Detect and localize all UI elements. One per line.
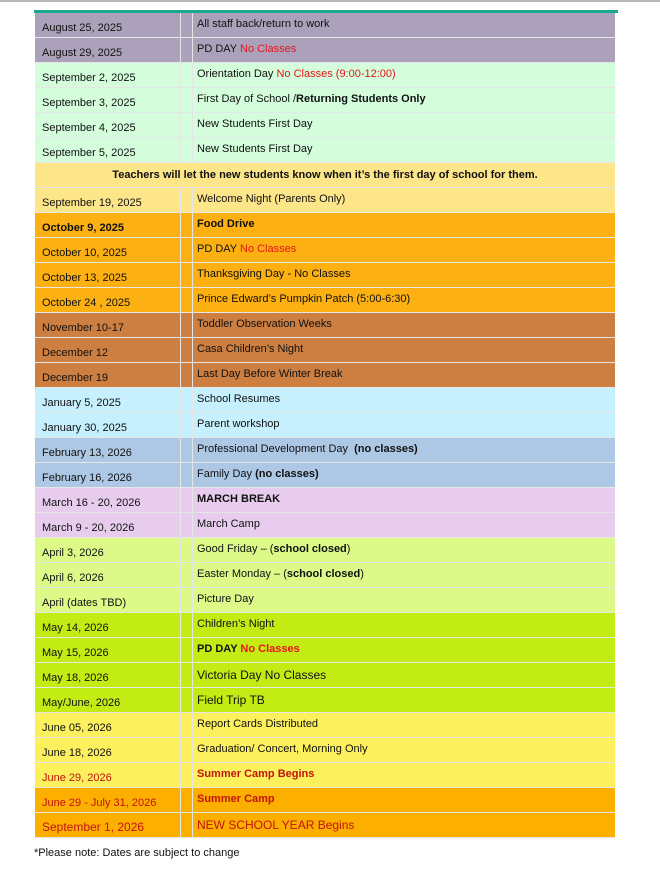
event-date: October 9, 2025 — [35, 213, 181, 237]
spacer-cell — [181, 413, 193, 437]
spacer-cell — [181, 13, 193, 37]
event-description — [193, 338, 615, 362]
event-text-segment: All staff back/return to work — [197, 18, 330, 30]
calendar-note-row: Teachers will let the new students know when it’s the first day of school for them. — [35, 163, 615, 188]
event-text-segment: School Resumes — [197, 393, 281, 405]
event-description — [193, 38, 615, 62]
event-description — [193, 538, 615, 562]
event-date: September 3, 2025 — [35, 88, 181, 112]
event-description — [193, 363, 615, 387]
spacer-cell — [181, 688, 193, 712]
event-date: May 15, 2026 — [35, 638, 181, 662]
event-description — [193, 663, 615, 687]
event-description — [193, 563, 615, 587]
spacer-cell — [181, 213, 193, 237]
calendar-row — [35, 138, 615, 163]
event-date: April 3, 2026 — [35, 538, 181, 562]
spacer-cell — [181, 138, 193, 162]
calendar-row — [35, 788, 615, 813]
event-description — [193, 288, 615, 312]
event-date: September 5, 2025 — [35, 138, 181, 162]
spacer-cell — [181, 563, 193, 587]
event-date: October 13, 2025 — [35, 263, 181, 287]
calendar-row — [35, 313, 615, 338]
calendar-row — [35, 338, 615, 363]
spacer-cell — [181, 88, 193, 112]
spacer-cell — [181, 38, 193, 62]
event-text-segment: Orientation Day — [197, 68, 277, 80]
event-description — [193, 413, 615, 437]
calendar-row — [35, 113, 615, 138]
event-description — [193, 313, 615, 337]
event-text-segment: Field Trip TB — [197, 693, 265, 707]
spacer-cell — [181, 738, 193, 762]
calendar-row — [35, 188, 615, 213]
spacer-cell — [181, 363, 193, 387]
event-text-segment: No Classes — [240, 43, 297, 55]
event-text-segment: Prince Edward’s Pumpkin Patch (5:00-6:30) — [197, 293, 411, 305]
event-text-segment: Report Cards Distributed — [197, 718, 319, 730]
spacer-cell — [181, 663, 193, 687]
calendar-row — [35, 663, 615, 688]
calendar-row — [35, 488, 615, 513]
event-description — [193, 513, 615, 537]
event-description — [193, 713, 615, 737]
event-text-segment: New Students First Day — [197, 143, 313, 155]
event-date: January 5, 2025 — [35, 388, 181, 412]
spacer-cell — [181, 613, 193, 637]
event-description — [193, 188, 615, 212]
event-text-segment: Graduation/ Concert, Morning Only — [197, 743, 368, 755]
event-text-segment: ) — [360, 568, 364, 580]
event-description — [193, 213, 615, 237]
event-text-segment: Summer Camp — [197, 793, 275, 805]
calendar-row — [35, 688, 615, 713]
calendar-row — [35, 213, 615, 238]
event-text-segment: school closed — [286, 568, 361, 580]
footnote: *Please note: Dates are subject to change — [34, 847, 240, 859]
event-text-segment: Last Day Before Winter Break — [197, 368, 343, 380]
event-text-segment: Victoria Day No Classes — [197, 668, 327, 682]
event-description — [193, 238, 615, 262]
spacer-cell — [181, 313, 193, 337]
event-text-segment: No Classes — [240, 243, 297, 255]
event-date: May 14, 2026 — [35, 613, 181, 637]
calendar-row — [35, 63, 615, 88]
event-date: December 19 — [35, 363, 181, 387]
event-description — [193, 738, 615, 762]
event-text-segment: school closed — [273, 543, 347, 555]
event-date: February 16, 2026 — [35, 463, 181, 487]
calendar-row — [35, 88, 615, 113]
event-date: September 2, 2025 — [35, 63, 181, 87]
spacer-cell — [181, 113, 193, 137]
event-description — [193, 613, 615, 637]
event-date: May 18, 2026 — [35, 663, 181, 687]
spacer-cell — [181, 463, 193, 487]
event-text-segment: ) — [346, 543, 351, 555]
event-date: June 18, 2026 — [35, 738, 181, 762]
spacer-cell — [181, 188, 193, 212]
calendar-row — [35, 388, 615, 413]
calendar-row — [35, 713, 615, 738]
event-date: August 29, 2025 — [35, 38, 181, 62]
event-date: March 16 - 20, 2026 — [35, 488, 181, 512]
spacer-cell — [181, 588, 193, 612]
event-date: September 19, 2025 — [35, 188, 181, 212]
event-text-segment: Children’s Night — [197, 618, 275, 630]
calendar-row — [35, 238, 615, 263]
event-date: November 10-17 — [35, 313, 181, 337]
event-description — [193, 438, 615, 462]
event-text-segment: Welcome Night (Parents Only) — [197, 193, 346, 205]
spacer-cell — [181, 713, 193, 737]
calendar-row — [35, 288, 615, 313]
event-date: April 6, 2026 — [35, 563, 181, 587]
calendar-row — [35, 13, 615, 38]
event-date: August 25, 2025 — [35, 13, 181, 37]
event-text-segment: Toddler Observation Weeks — [197, 318, 332, 330]
spacer-cell — [181, 488, 193, 512]
event-text-segment: (no classes) — [354, 443, 418, 455]
event-text-segment: PD DAY — [197, 643, 241, 655]
event-text-segment: Food Drive — [197, 218, 255, 230]
event-text-segment: No Classes (9:00-12:00) — [276, 68, 396, 80]
spacer-cell — [181, 763, 193, 787]
event-date: February 13, 2026 — [35, 438, 181, 462]
event-description — [193, 63, 615, 87]
spacer-cell — [181, 263, 193, 287]
event-text-segment: PD DAY — [197, 43, 240, 55]
event-date: June 05, 2026 — [35, 713, 181, 737]
event-date: September 1, 2026 — [35, 813, 181, 837]
event-description — [193, 388, 615, 412]
event-date: April (dates TBD) — [35, 588, 181, 612]
event-description — [193, 763, 615, 787]
spacer-cell — [181, 238, 193, 262]
event-text-segment: Returning Students Only — [296, 93, 426, 105]
calendar-row — [35, 813, 615, 838]
spacer-cell — [181, 638, 193, 662]
spacer-cell — [181, 338, 193, 362]
event-description — [193, 113, 615, 137]
event-text-segment: Good Friday – ( — [197, 543, 274, 555]
calendar-row — [35, 588, 615, 613]
event-text-segment: Casa Children’s Night — [197, 343, 304, 355]
event-text-segment: First Day of School / — [197, 93, 297, 105]
calendar-row — [35, 513, 615, 538]
event-description — [193, 13, 615, 37]
event-text-segment: NEW SCHOOL YEAR Begins — [197, 818, 355, 832]
calendar-row — [35, 463, 615, 488]
calendar-row — [35, 763, 615, 788]
event-date: October 24 , 2025 — [35, 288, 181, 312]
event-description — [193, 638, 615, 662]
event-description — [193, 263, 615, 287]
event-description — [193, 588, 615, 612]
event-text-segment: Family Day — [197, 468, 256, 480]
event-date: March 9 - 20, 2026 — [35, 513, 181, 537]
spacer-cell — [181, 438, 193, 462]
calendar-row — [35, 638, 615, 663]
spacer-cell — [181, 538, 193, 562]
calendar-row — [35, 363, 615, 388]
calendar-row — [35, 613, 615, 638]
calendar-row — [35, 413, 615, 438]
event-text-segment: No Classes — [240, 643, 300, 655]
spacer-cell — [181, 788, 193, 812]
top-border-line — [0, 0, 660, 2]
event-text-segment: Parent workshop — [197, 418, 280, 430]
spacer-cell — [181, 288, 193, 312]
spacer-cell — [181, 513, 193, 537]
event-text-segment: March Camp — [197, 518, 260, 530]
event-date: June 29, 2026 — [35, 763, 181, 787]
event-date: December 12 — [35, 338, 181, 362]
event-date: June 29 - July 31, 2026 — [35, 788, 181, 812]
event-description — [193, 488, 615, 512]
event-date: October 10, 2025 — [35, 238, 181, 262]
event-text-segment: MARCH BREAK — [197, 493, 281, 505]
event-text-segment: Picture Day — [197, 593, 254, 605]
event-date: May/June, 2026 — [35, 688, 181, 712]
event-description — [193, 463, 615, 487]
event-description — [193, 88, 615, 112]
event-description — [193, 138, 615, 162]
event-description — [193, 688, 615, 712]
calendar-row — [35, 38, 615, 63]
event-text-segment: New Students First Day — [197, 118, 313, 130]
event-text-segment: Summer Camp Begins — [197, 768, 315, 780]
event-description — [193, 788, 615, 812]
event-date: September 4, 2025 — [35, 113, 181, 137]
school-calendar-table — [35, 13, 615, 838]
event-text-segment: Thanksgiving Day - No Classes — [197, 268, 351, 280]
calendar-row — [35, 538, 615, 563]
calendar-row — [35, 263, 615, 288]
event-text-segment: Professional Development Day — [197, 443, 355, 455]
spacer-cell — [181, 388, 193, 412]
event-text-segment: (no classes) — [255, 468, 319, 480]
event-text-segment: Easter Monday – ( — [197, 568, 287, 580]
calendar-row — [35, 738, 615, 763]
event-description — [193, 813, 615, 837]
calendar-row — [35, 438, 615, 463]
event-date: January 30, 2025 — [35, 413, 181, 437]
event-text-segment: PD DAY — [197, 243, 240, 255]
spacer-cell — [181, 63, 193, 87]
spacer-cell — [181, 813, 193, 837]
calendar-row — [35, 563, 615, 588]
